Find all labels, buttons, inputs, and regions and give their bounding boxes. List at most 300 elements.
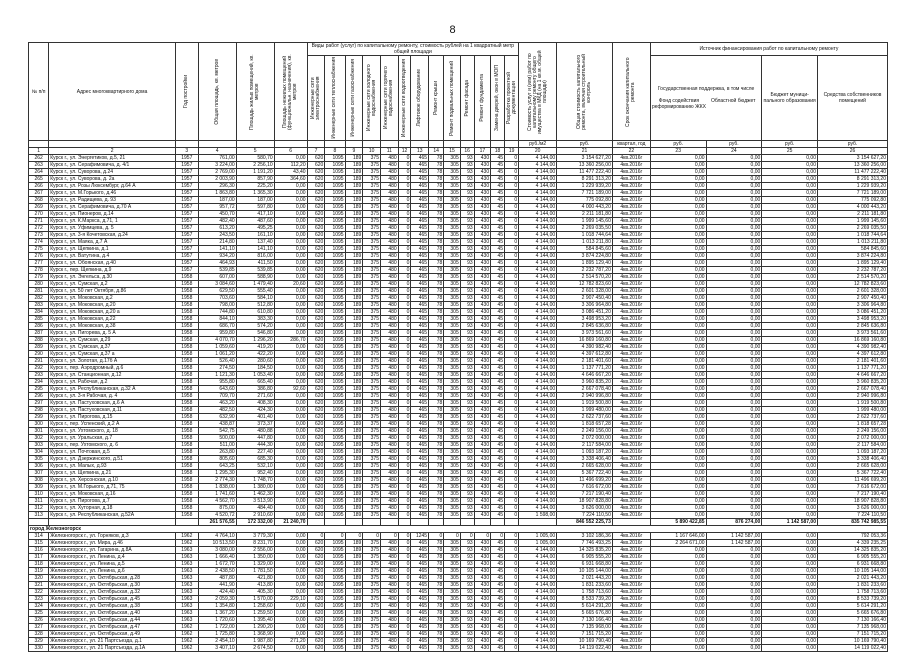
- table-cell: 375: [363, 610, 381, 617]
- table-cell: 0,00: [762, 218, 818, 225]
- table-cell: 0,00: [650, 218, 706, 225]
- table-cell: 4кв.2016г: [612, 372, 650, 379]
- table-cell: 4 144,00: [519, 603, 557, 610]
- table-cell: 375: [363, 295, 381, 302]
- table-cell: 305: [444, 393, 460, 400]
- table-cell: 93: [460, 407, 474, 414]
- owners-header: Средства собственников помещений: [818, 56, 888, 141]
- table-row: [29, 428, 888, 435]
- table-cell: 4 144,00: [519, 596, 557, 603]
- table-cell: 189: [345, 540, 363, 547]
- table-cell: 0,00: [650, 575, 706, 582]
- table-cell: 0,00: [762, 330, 818, 337]
- table-cell: 1958: [175, 302, 198, 309]
- table-cell: 6 931 668,80: [557, 561, 613, 568]
- table-cell: 4 144,00: [519, 190, 557, 197]
- table-cell: 465: [411, 225, 429, 232]
- table-cell: 430: [474, 309, 490, 316]
- table-cell: 1095: [325, 162, 345, 169]
- table-cell: 417,10: [236, 211, 274, 218]
- table-cell: 6 905 555,20: [818, 554, 888, 561]
- table-cell: 305: [444, 449, 460, 456]
- table-cell: 480: [381, 225, 399, 232]
- table-cell: 0: [398, 393, 411, 400]
- table-cell: 1958: [175, 484, 198, 491]
- table-cell: 620: [307, 491, 325, 498]
- table-cell: 93: [460, 232, 474, 239]
- table-cell: 620: [307, 428, 325, 435]
- table-cell: 375: [363, 407, 381, 414]
- table-cell: 430: [474, 435, 490, 442]
- table-cell: 620: [307, 351, 325, 358]
- table-cell: 2 907 450,40: [557, 295, 613, 302]
- table-cell: 78: [429, 379, 444, 386]
- table-cell: 0: [398, 372, 411, 379]
- table-cell: 1095: [325, 463, 345, 470]
- table-cell: 430: [474, 323, 490, 330]
- table-cell: 430: [474, 218, 490, 225]
- table-cell: 480: [381, 232, 399, 239]
- table-cell: 78: [429, 617, 444, 624]
- table-cell: 588,90: [236, 274, 274, 281]
- table-cell: 480: [381, 372, 399, 379]
- table-cell: 430: [474, 512, 490, 519]
- table-cell: 0: [398, 281, 411, 288]
- table-cell: 305: [444, 239, 460, 246]
- table-cell: 4 144,00: [519, 274, 557, 281]
- table-cell: 93: [460, 491, 474, 498]
- table-cell: 189: [345, 442, 363, 449]
- table-cell: 480: [381, 330, 399, 337]
- table-cell: 0: [398, 533, 411, 540]
- table-cell: 375: [363, 540, 381, 547]
- col-year-header: Год постройки: [175, 43, 198, 141]
- table-cell: 480: [381, 477, 399, 484]
- table-cell: 0,00: [706, 477, 762, 484]
- table-cell: 620: [307, 575, 325, 582]
- table-cell: 1 999 145,60: [818, 218, 888, 225]
- table-cell: 45: [491, 568, 505, 575]
- table-cell: 78: [429, 295, 444, 302]
- table-cell: Курск г., ул. Станционная, д.12: [49, 372, 176, 379]
- table-cell: 857,90: [236, 176, 274, 183]
- table-cell: 78: [429, 414, 444, 421]
- table-cell: 1095: [325, 596, 345, 603]
- table-cell: 0,00: [762, 582, 818, 589]
- table-cell: 1 895 129,40: [557, 260, 613, 267]
- table-cell: 430: [474, 372, 490, 379]
- table-cell: 45: [491, 183, 505, 190]
- table-cell: 78: [429, 344, 444, 351]
- column-number: 9: [345, 148, 363, 155]
- table-cell: 1095: [325, 330, 345, 337]
- table-cell: 45: [491, 484, 505, 491]
- table-cell: 4 646 667,20: [818, 372, 888, 379]
- table-cell: 78: [429, 435, 444, 442]
- table-cell: 1 919 500,80: [557, 400, 613, 407]
- table-cell: 620: [307, 365, 325, 372]
- table-cell: 0: [505, 554, 519, 561]
- table-cell: 314: [29, 533, 49, 540]
- table-cell: 0,00: [706, 386, 762, 393]
- table-cell: 1 720,60: [198, 617, 236, 624]
- table-cell: 0: [398, 358, 411, 365]
- table-cell: 620: [307, 456, 325, 463]
- table-cell: 375: [363, 246, 381, 253]
- table-cell: 187,00: [198, 197, 236, 204]
- table-cell: 0,00: [762, 267, 818, 274]
- table-cell: 189: [345, 449, 363, 456]
- table-cell: 0,00: [762, 603, 818, 610]
- table-cell: 8 533 739,20: [818, 596, 888, 603]
- table-cell: 620: [307, 155, 325, 162]
- table-cell: 4 144,00: [519, 435, 557, 442]
- table-cell: 0,00: [274, 540, 307, 547]
- table-cell: 0: [398, 631, 411, 638]
- table-cell: 4 390 982,40: [557, 344, 613, 351]
- table-cell: 3 626 000,00: [818, 505, 888, 512]
- table-cell: 0,00: [762, 596, 818, 603]
- table-cell: 8 533 739,20: [557, 596, 613, 603]
- table-cell: 4 144,00: [519, 456, 557, 463]
- table-cell: 430: [474, 183, 490, 190]
- table-cell: 0: [505, 274, 519, 281]
- table-cell: 0: [398, 596, 411, 603]
- table-cell: 1 013 211,80: [818, 239, 888, 246]
- table-cell: 2 117 584,00: [557, 442, 613, 449]
- table-cell: 305: [444, 386, 460, 393]
- table-cell: 487,60: [236, 218, 274, 225]
- table-cell: 189: [345, 512, 363, 519]
- table-cell: 430: [474, 498, 490, 505]
- table-cell: 430: [474, 162, 490, 169]
- table-row: [29, 309, 888, 316]
- table-cell: 685,30: [236, 456, 274, 463]
- table-cell: 189: [345, 288, 363, 295]
- table-cell: 0: [505, 547, 519, 554]
- table-cell: 4 144,00: [519, 561, 557, 568]
- table-cell: 78: [429, 386, 444, 393]
- table-cell: 0,00: [650, 610, 706, 617]
- fund-header: Фонд содействия реформированию ЖКХ: [651, 98, 706, 110]
- table-cell: 93: [460, 463, 474, 470]
- table-cell: 0,00: [274, 309, 307, 316]
- table-cell: 0: [505, 596, 519, 603]
- table-cell: 93: [460, 288, 474, 295]
- table-cell: 4 144,00: [519, 505, 557, 512]
- table-cell: 875,00: [198, 505, 236, 512]
- table-cell: 4 520,72: [198, 512, 236, 519]
- table-cell: 1958: [175, 379, 198, 386]
- table-cell: 792 053,36: [818, 533, 888, 540]
- table-cell: 0,00: [274, 414, 307, 421]
- table-cell: 0,00: [706, 512, 762, 519]
- table-cell: 45: [491, 155, 505, 162]
- table-cell: 279: [29, 274, 49, 281]
- table-cell: 0,00: [650, 246, 706, 253]
- table-cell: 0,00: [274, 190, 307, 197]
- table-cell: 480: [381, 449, 399, 456]
- table-cell: 0: [505, 477, 519, 484]
- table-cell: 1095: [325, 449, 345, 456]
- table-row: [29, 414, 888, 421]
- column-number: 18: [491, 148, 505, 155]
- table-cell: Железногорск г., ул. 21 Партсъезда, д.1: [49, 638, 176, 645]
- table-cell: 430: [474, 638, 490, 645]
- table-cell: 4 646 667,20: [557, 372, 613, 379]
- table-cell: 1963: [175, 589, 198, 596]
- table-row: [29, 554, 888, 561]
- table-cell: 0,00: [762, 645, 818, 652]
- table-cell: 278: [29, 267, 49, 274]
- table-cell: 93: [460, 316, 474, 323]
- gov-support-header: Государственная поддержка, в том числе Фонд содействия реформированию ЖКХ Областной бюджет: [650, 56, 761, 141]
- table-cell: 1 987,80: [236, 638, 274, 645]
- table-cell: 0,00: [706, 337, 762, 344]
- subtotal-cell: 1 142 587,00: [762, 519, 818, 526]
- table-cell: 620: [307, 204, 325, 211]
- col-area-nonres-header: Площадь нежилых помещений (функциональн. назначения), кв. метров: [274, 43, 307, 141]
- table-cell: 0: [398, 603, 411, 610]
- table-cell: 78: [429, 512, 444, 519]
- table-cell: 0: [398, 505, 411, 512]
- table-cell: 264: [29, 169, 49, 176]
- table-cell: 93: [460, 197, 474, 204]
- table-cell: 3 102 186,36: [557, 533, 613, 540]
- table-cell: 383,30: [236, 316, 274, 323]
- table-cell: 480: [381, 561, 399, 568]
- table-cell: 0,00: [762, 624, 818, 631]
- table-cell: 5 367 722,40: [557, 470, 613, 477]
- table-cell: 45: [491, 267, 505, 274]
- table-cell: 1 365,30: [236, 190, 274, 197]
- table-cell: 1095: [325, 582, 345, 589]
- table-cell: 93: [460, 253, 474, 260]
- table-cell: 4кв.2016г: [612, 232, 650, 239]
- table-cell: 45: [491, 407, 505, 414]
- table-cell: 0,00: [762, 547, 818, 554]
- table-cell: 375: [363, 596, 381, 603]
- table-cell: 1095: [325, 610, 345, 617]
- table-cell: 0,00: [706, 225, 762, 232]
- table-cell: 313: [29, 512, 49, 519]
- table-cell: 1958: [175, 470, 198, 477]
- column-number: 17: [474, 148, 490, 155]
- table-cell: 430: [474, 253, 490, 260]
- table-cell: Курск г., ул. Серафимовича, д.70 А: [49, 204, 176, 211]
- table-cell: 328: [29, 631, 49, 638]
- table-cell: 0: [505, 505, 519, 512]
- table-cell: 441,90: [198, 582, 236, 589]
- table-cell: 480: [381, 596, 399, 603]
- table-cell: 480: [381, 400, 399, 407]
- table-cell: 0: [505, 498, 519, 505]
- table-cell: 0,00: [274, 603, 307, 610]
- table-cell: 1 367,20: [198, 610, 236, 617]
- column-number: 5: [236, 148, 274, 155]
- table-cell: 4кв.2016г: [612, 218, 650, 225]
- table-cell: 7 217 190,40: [557, 491, 613, 498]
- table-cell: 45: [491, 176, 505, 183]
- table-cell: 189: [345, 547, 363, 554]
- table-cell: 305: [444, 232, 460, 239]
- table-cell: 375: [363, 253, 381, 260]
- table-cell: 0,00: [650, 505, 706, 512]
- table-cell: 0: [505, 463, 519, 470]
- table-cell: 480: [381, 547, 399, 554]
- table-cell: 0,00: [650, 281, 706, 288]
- table-cell: 1958: [175, 512, 198, 519]
- table-cell: 305: [444, 316, 460, 323]
- table-cell: 4кв.2016г: [612, 393, 650, 400]
- table-cell: 0,00: [650, 316, 706, 323]
- table-cell: 0,00: [706, 463, 762, 470]
- table-cell: 0,00: [706, 505, 762, 512]
- table-row: [29, 365, 888, 372]
- table-cell: 93: [460, 400, 474, 407]
- table-cell: 312: [29, 505, 49, 512]
- table-cell: 305: [444, 617, 460, 624]
- table-cell: 465: [411, 645, 429, 652]
- table-cell: 709,70: [198, 393, 236, 400]
- table-cell: 4 144,00: [519, 358, 557, 365]
- table-cell: 297: [29, 400, 49, 407]
- table-cell: 4кв.2016г: [612, 568, 650, 575]
- table-cell: 184,50: [236, 365, 274, 372]
- table-row: [29, 232, 888, 239]
- table-cell: 375: [363, 288, 381, 295]
- column-number: 10: [363, 148, 381, 155]
- table-cell: 4кв.2016г: [612, 554, 650, 561]
- table-cell: 465: [411, 575, 429, 582]
- table-cell: 480: [381, 638, 399, 645]
- table-cell: 4кв.2016г: [612, 274, 650, 281]
- table-cell: 7 217 190,40: [818, 491, 888, 498]
- table-cell: 480: [381, 631, 399, 638]
- table-cell: 4кв.2016г: [612, 358, 650, 365]
- table-cell: 480: [381, 274, 399, 281]
- table-cell: 284: [29, 309, 49, 316]
- table-cell: 375: [363, 155, 381, 162]
- table-cell: 0: [398, 344, 411, 351]
- table-cell: 1 061,20: [198, 351, 236, 358]
- table-cell: 1 919 500,80: [818, 400, 888, 407]
- table-cell: 1 462,30: [236, 491, 274, 498]
- table-cell: 620: [307, 512, 325, 519]
- table-cell: 4 144,00: [519, 645, 557, 652]
- table-cell: 326: [29, 617, 49, 624]
- table-cell: 78: [429, 603, 444, 610]
- table-cell: 4кв.2016г: [612, 505, 650, 512]
- table-cell: 78: [429, 589, 444, 596]
- table-cell: 1095: [325, 351, 345, 358]
- table-cell: 4 144,00: [519, 554, 557, 561]
- table-cell: 465: [411, 582, 429, 589]
- table-cell: 4кв.2016г: [612, 631, 650, 638]
- table-cell: 0: [398, 575, 411, 582]
- table-cell: 78: [429, 477, 444, 484]
- table-cell: Железногорск г., ул. Мира, д.46: [49, 540, 176, 547]
- table-cell: 305: [444, 435, 460, 442]
- table-cell: 465: [411, 624, 429, 631]
- table-cell: 0,00: [274, 260, 307, 267]
- table-cell: 620: [307, 344, 325, 351]
- table-cell: 305: [444, 554, 460, 561]
- table-cell: 0,00: [706, 617, 762, 624]
- table-cell: 1 831 233,60: [557, 582, 613, 589]
- table-cell: 78: [429, 582, 444, 589]
- section-row: [29, 526, 888, 533]
- table-cell: 0,00: [706, 344, 762, 351]
- table-cell: 480: [381, 498, 399, 505]
- table-cell: Курск г., ул. 3-я Кочетовская, д.24: [49, 232, 176, 239]
- table-cell: 620: [307, 225, 325, 232]
- table-cell: 620: [307, 316, 325, 323]
- table-cell: 1 725,80: [198, 631, 236, 638]
- table-cell: 93: [460, 274, 474, 281]
- table-cell: 93: [460, 176, 474, 183]
- table-cell: 0,00: [706, 603, 762, 610]
- table-cell: Курск г., ул. Энергетиков, д.5, 21: [49, 155, 176, 162]
- table-cell: 480: [381, 211, 399, 218]
- col-address-header: Адрес многоквартирного дома: [49, 43, 176, 141]
- table-cell: 93: [460, 239, 474, 246]
- table-cell: 0,00: [650, 288, 706, 295]
- table-cell: 0,00: [650, 617, 706, 624]
- table-cell: 4 390 982,40: [818, 344, 888, 351]
- table-cell: 5 665 676,80: [557, 610, 613, 617]
- table-cell: 3 874 224,80: [818, 253, 888, 260]
- table-cell: 1 296,20: [236, 337, 274, 344]
- table-cell: 45: [491, 645, 505, 652]
- table-cell: 430: [474, 428, 490, 435]
- table-cell: 0: [398, 400, 411, 407]
- table-cell: 269: [29, 204, 49, 211]
- table-cell: 1095: [325, 428, 345, 435]
- table-cell: 93: [460, 421, 474, 428]
- col-work-header: Ремонт фасада: [460, 56, 474, 141]
- table-cell: 0,00: [650, 197, 706, 204]
- table-cell: 959,80: [198, 330, 236, 337]
- table-cell: 1962: [175, 540, 198, 547]
- table-cell: 375: [363, 344, 381, 351]
- table-cell: 189: [345, 407, 363, 414]
- table-cell: 0,00: [650, 260, 706, 267]
- municipal-header: Бюджет муници-пального образования: [762, 56, 818, 141]
- table-cell: 271: [29, 218, 49, 225]
- table-cell: 1958: [175, 288, 198, 295]
- table-cell: 480: [381, 246, 399, 253]
- table-row: [29, 442, 888, 449]
- table-row: [29, 155, 888, 162]
- table-cell: 305: [444, 211, 460, 218]
- table-cell: 0: [505, 603, 519, 610]
- table-cell: 495,25: [236, 225, 274, 232]
- table-cell: 45: [491, 442, 505, 449]
- table-body: [29, 155, 888, 652]
- table-cell: 0: [398, 337, 411, 344]
- table-cell: 480: [381, 218, 399, 225]
- table-cell: 620: [307, 568, 325, 575]
- table-cell: Курск г., ул. Розы Люксембург, д.64 А: [49, 183, 176, 190]
- table-cell: 0: [398, 351, 411, 358]
- table-cell: 3 154 627,20: [818, 155, 888, 162]
- table-cell: 93: [460, 589, 474, 596]
- table-cell: 189: [345, 617, 363, 624]
- table-cell: 430: [474, 155, 490, 162]
- table-cell: 480: [381, 568, 399, 575]
- table-cell: 4 144,00: [519, 547, 557, 554]
